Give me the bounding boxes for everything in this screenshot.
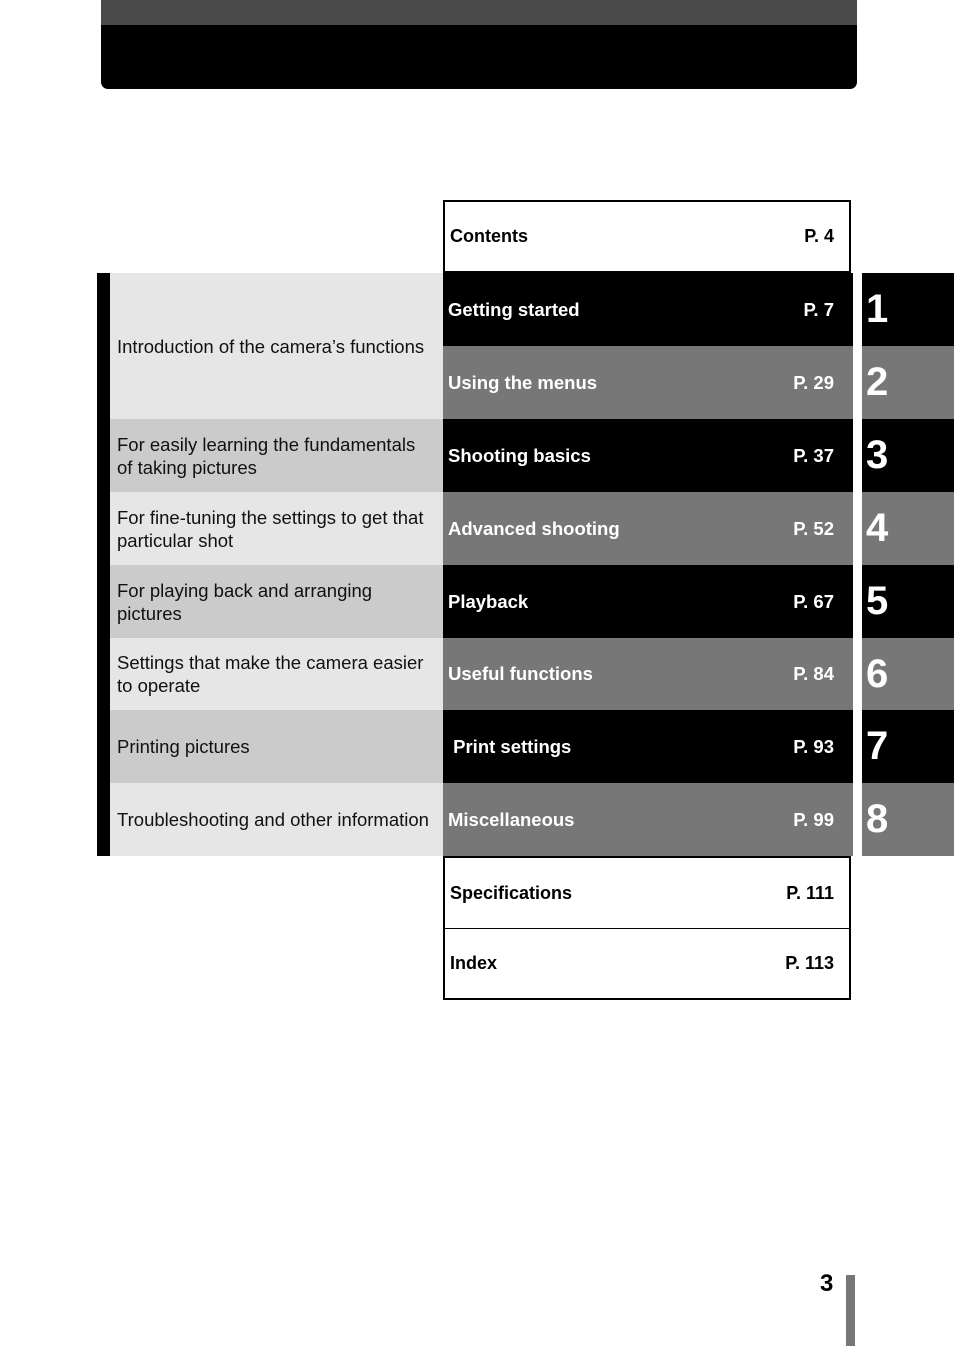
chapter-tab-6[interactable]: [862, 638, 954, 710]
section-bracket-bar: [97, 273, 110, 856]
header-banner: [101, 0, 857, 89]
chapter-title: Miscellaneous: [448, 808, 575, 830]
section-description: For easily learning the fundamentals of taking pictures: [110, 419, 443, 492]
section-description: Settings that make the camera easier to operate: [110, 638, 443, 710]
chapter-row-using-the-menus[interactable]: [443, 346, 853, 419]
chapter-tab-number: 4: [866, 506, 889, 550]
chapter-title: Print settings: [448, 735, 572, 757]
specifications-title: Specifications: [450, 882, 573, 903]
chapter-title: Playback: [448, 590, 529, 612]
chapter-page: P. 99: [793, 808, 834, 830]
chapter-tab-3[interactable]: [862, 419, 954, 492]
chapter-title: Shooting basics: [448, 444, 591, 466]
contents-title: Contents: [450, 226, 528, 246]
chapter-row-miscellaneous[interactable]: [443, 783, 853, 856]
contents-row[interactable]: [443, 200, 851, 273]
chapter-tab-1[interactable]: [862, 273, 954, 346]
chapter-row-useful-functions[interactable]: [443, 638, 853, 710]
chapter-tab-number: 6: [866, 651, 889, 696]
chapter-tab-number: 2: [866, 360, 889, 404]
chapter-page: P. 37: [793, 444, 834, 466]
chapter-row-shooting-basics[interactable]: [443, 419, 853, 492]
chapter-row-getting-started[interactable]: [443, 273, 853, 346]
chapter-page: P. 84: [793, 663, 834, 684]
index-title: Index: [450, 953, 498, 973]
chapter-tab-7[interactable]: [862, 710, 954, 783]
chapter-page: P. 29: [793, 371, 834, 393]
chapter-tab-number: 5: [866, 579, 889, 623]
contents-page: P. 4: [804, 226, 834, 246]
section-description: Printing pictures: [110, 710, 443, 783]
specifications-row[interactable]: [443, 856, 851, 929]
chapter-tab-2[interactable]: [862, 346, 954, 419]
page-number: 3: [820, 1270, 834, 1297]
chapter-tab-number: 7: [866, 724, 889, 768]
section-description: Introduction of the camera’s functions: [110, 273, 443, 419]
section-description: Troubleshooting and other information: [110, 783, 443, 856]
chapter-tab-number: 3: [866, 433, 889, 477]
header-banner-strip: [101, 0, 857, 25]
chapter-tab-number: 1: [866, 287, 889, 331]
chapter-title: Useful functions: [448, 663, 593, 684]
chapter-title: Advanced shooting: [448, 517, 620, 539]
index-page: P. 113: [785, 953, 834, 973]
chapter-title: Getting started: [448, 298, 580, 320]
chapter-row-advanced-shooting[interactable]: [443, 492, 853, 565]
chapter-page: P. 93: [793, 735, 834, 757]
chapter-tab-8[interactable]: [862, 783, 954, 856]
chapter-page: P. 52: [793, 517, 834, 539]
specifications-page: P. 111: [786, 882, 834, 903]
section-description: For fine-tuning the settings to get that particular shot: [110, 492, 443, 565]
chapter-row-playback[interactable]: [443, 565, 853, 638]
section-description: For playing back and arranging pictures: [110, 565, 443, 638]
chapter-tab-4[interactable]: [862, 492, 954, 565]
chapter-tab-number: 8: [866, 797, 889, 841]
chapter-page: P. 7: [803, 298, 834, 320]
chapter-row-print-settings[interactable]: [443, 710, 853, 783]
chapter-tab-5[interactable]: [862, 565, 954, 638]
chapter-title: Using the menus: [448, 371, 598, 393]
index-row[interactable]: [443, 928, 851, 1000]
chapter-page: P. 67: [793, 590, 834, 612]
page-number-bar: [846, 1275, 855, 1346]
